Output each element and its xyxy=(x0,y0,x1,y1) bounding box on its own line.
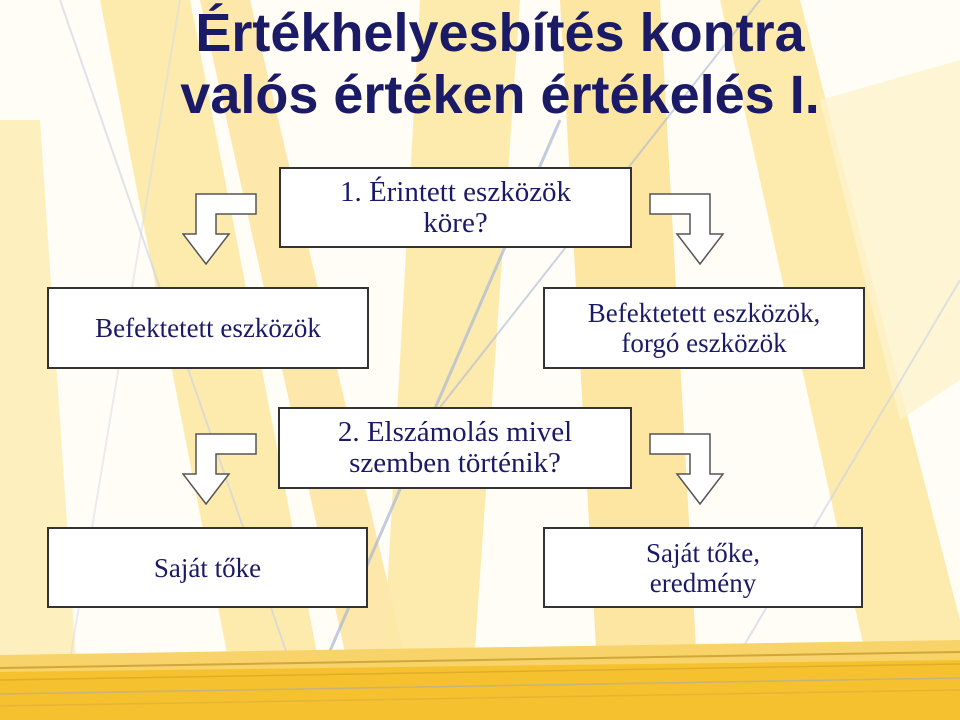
question-2-line-2: szemben történik? xyxy=(349,447,561,479)
slide-title xyxy=(60,2,940,126)
answer-1-right-line-2: forgó eszközök xyxy=(621,328,787,358)
title-line-2: valós értéken értékelés I. xyxy=(180,65,820,125)
question-1-line-1: 1. Érintett eszközök xyxy=(339,175,572,208)
answer-1-right-line-1: Befektetett eszközök, xyxy=(587,298,821,328)
bent-arrow-down-right-icon xyxy=(646,188,726,268)
bent-arrow-down-right-icon xyxy=(646,428,726,508)
bent-arrow-down-left-icon xyxy=(182,428,262,508)
answer-2-right-line-2: eredmény xyxy=(649,567,757,598)
question-1-line-2: köre? xyxy=(423,206,488,239)
question-1-box xyxy=(279,167,632,248)
question-2-line-1: 2. Elszámolás mivel xyxy=(337,416,573,448)
title-line-1: Értékhelyesbítés kontra xyxy=(195,3,805,63)
answer-2-right-box xyxy=(543,527,863,608)
answer-2-left-box xyxy=(47,527,368,608)
answer-1-left-box xyxy=(47,287,369,369)
bent-arrow-down-left-icon xyxy=(182,188,262,268)
answer-2-left-line-1: Saját tőke xyxy=(153,552,262,583)
answer-1-right-box xyxy=(543,287,865,369)
question-2-box xyxy=(278,407,632,489)
answer-2-right-line-1: Saját tőke, xyxy=(646,537,760,568)
answer-1-left-line-1: Befektetett eszközök xyxy=(95,313,321,343)
